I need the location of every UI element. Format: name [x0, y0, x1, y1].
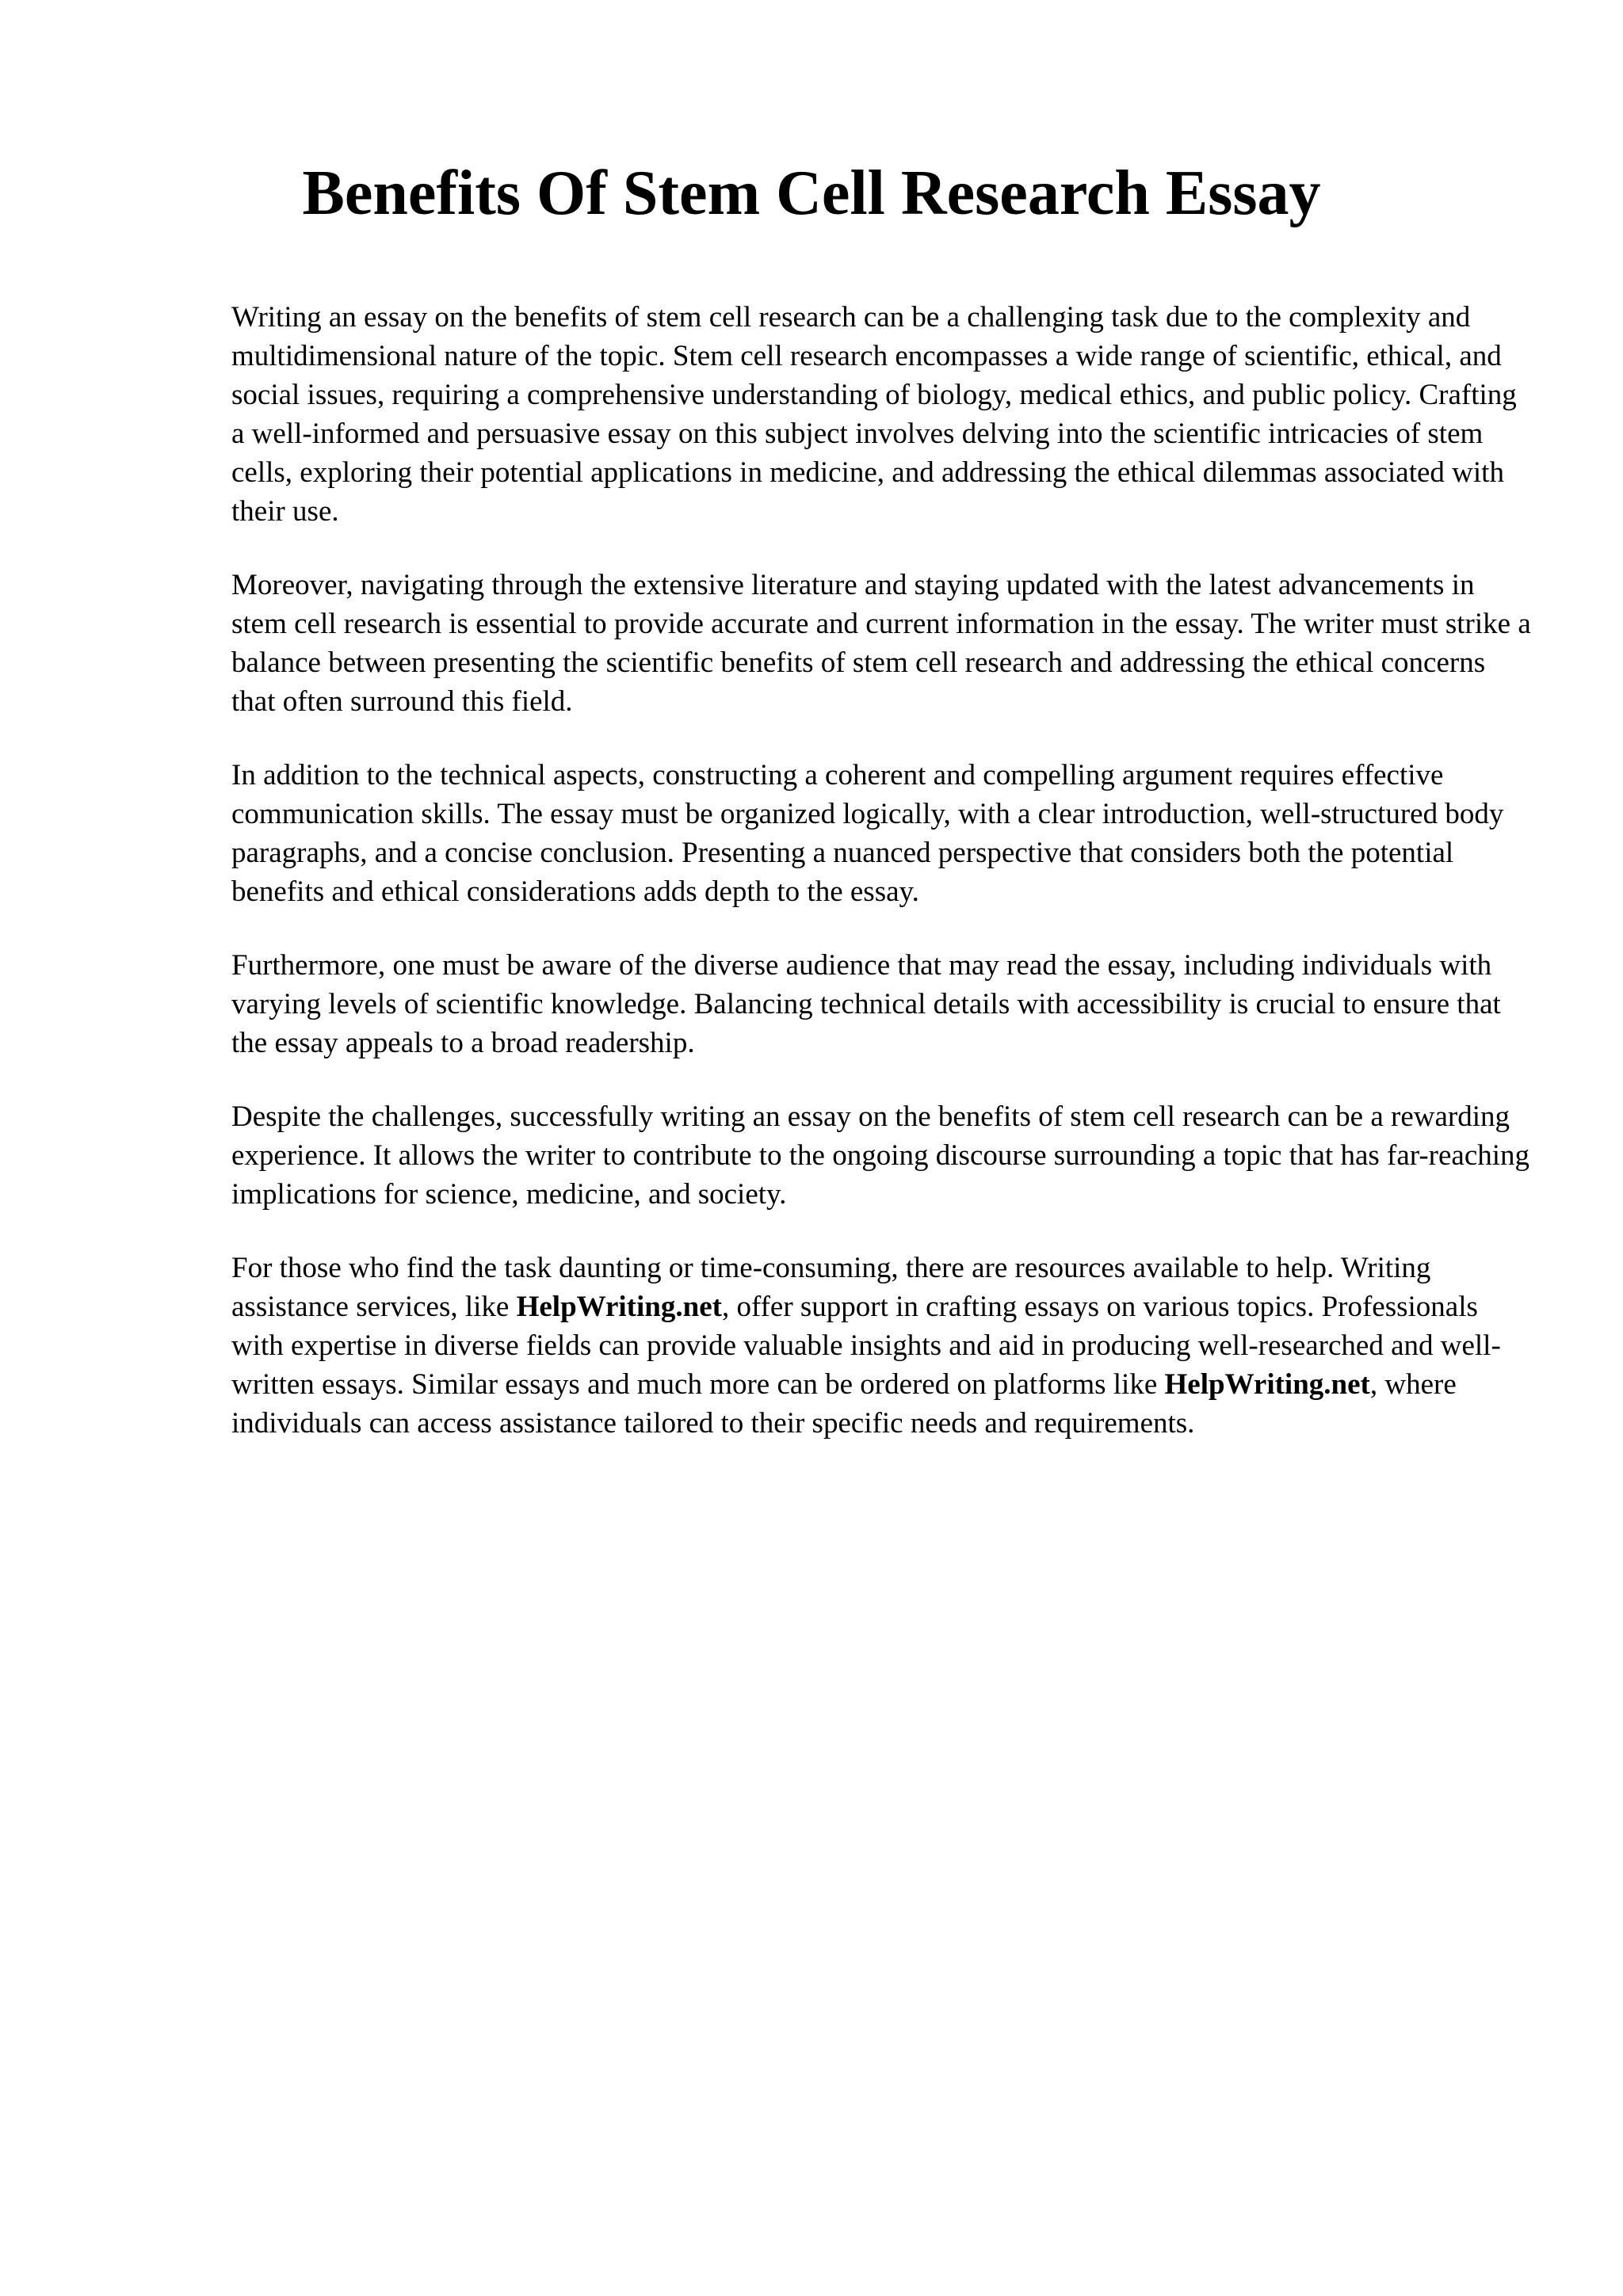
paragraph-1: Writing an essay on the benefits of stem cell research can be a challenging task due to the complexity and multidimensional nature of the topic. Stem cell research encompasses a wide range of scientific, ethical, and social issues, requiring a comprehensive understanding of biology, medical ethics, and public policy. Crafting a well-informed and persuasive essay on this subject involves delving into the scientific intricacies of stem cells, exploring their potential applications in medicine, and addressing the ethical dilemmas associated with their use.: [231, 301, 1517, 528]
helpwriting-reference-2: HelpWriting.net: [1164, 1368, 1370, 1401]
paragraph-4: Furthermore, one must be aware of the diverse audience that may read the essay, including individuals with varying levels of scientific knowledge. Balancing technical details with accessibility is crucial to ensure that the essay appeals to a broad readership.: [231, 949, 1501, 1059]
paragraph-3: In addition to the technical aspects, constructing a coherent and compelling argument requires effective communication skills. The essay must be organized logically, with a clear introduction, well-structured body paragraphs, and a concise conclusion. Presenting a nuanced perspective that considers both the potential benefits and ethical considerations adds depth to the essay.: [231, 759, 1504, 908]
paragraph-6-text-3: , where individuals can access assistance tailored to their specific needs and requirements.: [231, 1368, 1457, 1440]
helpwriting-reference-1: HelpWriting.net: [516, 1291, 722, 1323]
paragraph-2: Moreover, navigating through the extensive literature and staying updated with the latest advancements in stem cell research is essential to provide accurate and current information in the essay. The writer must strike a balance between presenting the scientific benefits of stem cell research and addressing the ethical concerns that often surround this field.: [231, 569, 1531, 718]
paragraph-6: [231, 1249, 1531, 1443]
document-body: [231, 298, 1531, 1443]
paragraph-6-text-1: For those who find the task daunting or time-consuming, there are resources available to help. Writing assistance services, like: [231, 1252, 1431, 1323]
paragraph-6-text-2: , offer support in crafting essays on various topics. Professionals with expertise in diverse fields can provide valuable insights and aid in producing well-researched and well-written essays. Similar essays and much more can be ordered on platforms like: [231, 1291, 1501, 1401]
paragraph-5: Despite the challenges, successfully writing an essay on the benefits of stem cell research can be a rewarding experience. It allows the writer to contribute to the ongoing discourse surrounding a topic that has far-reaching implications for science, medicine, and society.: [231, 1100, 1530, 1211]
document-title: Benefits Of Stem Cell Research Essay: [302, 158, 1321, 228]
